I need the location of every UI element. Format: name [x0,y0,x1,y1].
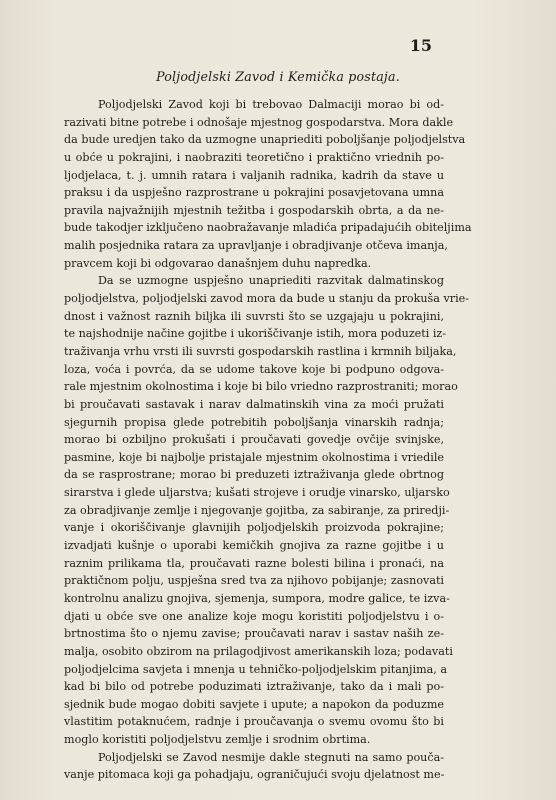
text-line: poljodjelstva, poljodjelski zavod mora da bude u stanju da prokuša vrie- [64,292,469,306]
text-line: bude takodjer izključeno naobražavanje mladića pripadajućih obiteljima [64,221,472,235]
text-line: ljodjelaca, t. j. umnih ratara i valjanih radnika, kadrih da stave u [64,168,444,182]
text-line: moglo koristiti poljodjelstvu zemlje i srodnim obrtima. [64,733,371,747]
text-line: pravcem koji bi odgovarao današnjem duhu napredka. [64,256,372,270]
text-line: sjegurnih propisa glede potrebitih poboljšanja vinarskih radnja; [64,415,444,429]
section-title: Poljodjelski Zavod i Kemička postaja. [156,69,400,84]
text-line: morao bi ozbiljno prokušati i proučavati govedje ovčije svinjske, [64,433,444,447]
text-line: malja, osobito obzirom na prilagodjivost amerikanskih loza; podavati [64,644,453,658]
text-line: pasmine, koje bi najbolje pristajale mjestnim okolnostima i vriedile [64,450,444,464]
text-line: poljodjelcima savjeta i mnenja u tehničko-poljodjelskim pitanjima, a [64,662,448,676]
text-line: kontrolnu analizu gnojiva, sjemenja, sumpora, modre galice, te izva- [64,591,450,605]
page-number: 15 [409,36,432,55]
text-line: praktičnom polju, uspješna sred tva za njihovo pobijanje; zasnovati [64,574,444,588]
text-line: raznim prilikama tla, proučavati razne bolesti bilina i pronaći, na [64,556,444,570]
text-line: u obće u pokrajini, i naobraziti teoretično i praktično vriednih po- [64,150,444,164]
text-line: kad bi bilo od potrebe poduzimati iztraživanje, tako da i mali po- [64,680,444,694]
text-line: malih posjednika ratara za upravljanje i obradjivanje otčeva imanja, [64,239,448,253]
text-line: Poljodjelski se Zavod nesmije dakle stegnuti na samo pouča- [98,750,444,764]
text-line: izvadjati kušnje o uporabi kemičkih gnojiva za razne gojitbe i u [64,539,444,553]
text-line: loza, voća i povrća, da se udome takove koje bi podpuno odgova- [64,362,444,376]
text-line: da se rasprostrane; morao bi preduzeti iztraživanja glede obrtnog [64,468,444,482]
text-line: djati u obće sve one analize koje mogu koristiti poljodjelstvu i o- [64,609,444,623]
text-line: da bude uredjen tako da uzmogne unaprieditі poboljšanje poljodjelstva [64,133,466,147]
text-line: vanje i okoriščivanje glavnijih poljodjelskih proizvoda pokrajine; [64,521,444,535]
text-line: dnost i važnost raznih biljka ili suvrsti što se uzgajaju u pokrajini, [64,309,444,323]
text-line: rale mjestnim okolnostima i koje bi bilo vriedno razprostraniti; morao [64,380,458,394]
text-line: brtnostima što o njemu zavise; proučavati narav i sastav naših ze- [64,627,444,641]
text-line: za obradjivanje zemlje i njegovanje gojitba, za sabiranje, za priredji- [64,503,450,517]
text-line: bi proučavati sastavak i narav dalmatinskih vina za moći pružati [64,397,444,411]
text-line: te najshodnije načine gojitbe i ukoriščivanje istih, mora poduzeti iz- [64,327,447,341]
text-line: praksu i da uspješno razprostrane u pokrajini posavjetovana umna [64,186,444,200]
text-line: Poljodjelski Zavod koji bi trebovao Dalmaciji morao bi od- [98,98,444,111]
body-text [64,96,472,784]
text-line: vlastitim potaknućem, radnje i proučavanja o svemu ovomu što bi [64,715,444,729]
text-line: traživanja vrhu vrsti ili suvrsti gospodarskih rastlina i krmnih biljaka, [64,344,457,358]
text-line: vanje pitomaca koji ga pohadjaju, ograničujući svoju djelatnost me- [64,768,445,782]
text-line: razivati bitne potrebe i odnošaje mjestnog gospodarstva. Mora dakle [64,115,454,129]
text-line: sjednik bude mogao dobiti savjete i upute; a napokon da poduzme [64,697,444,711]
text-line: Da se uzmogne uspješno unaprieditі razvitak dalmatinskog [98,274,444,288]
text-line: pravila najvažnijih mjestnih težitba i gospodarskih obrta, a da ne- [64,203,444,217]
text-line: sirarstva i glede uljarstva; kušati strojeve i orudje vinarsko, uljarsko [64,486,450,500]
